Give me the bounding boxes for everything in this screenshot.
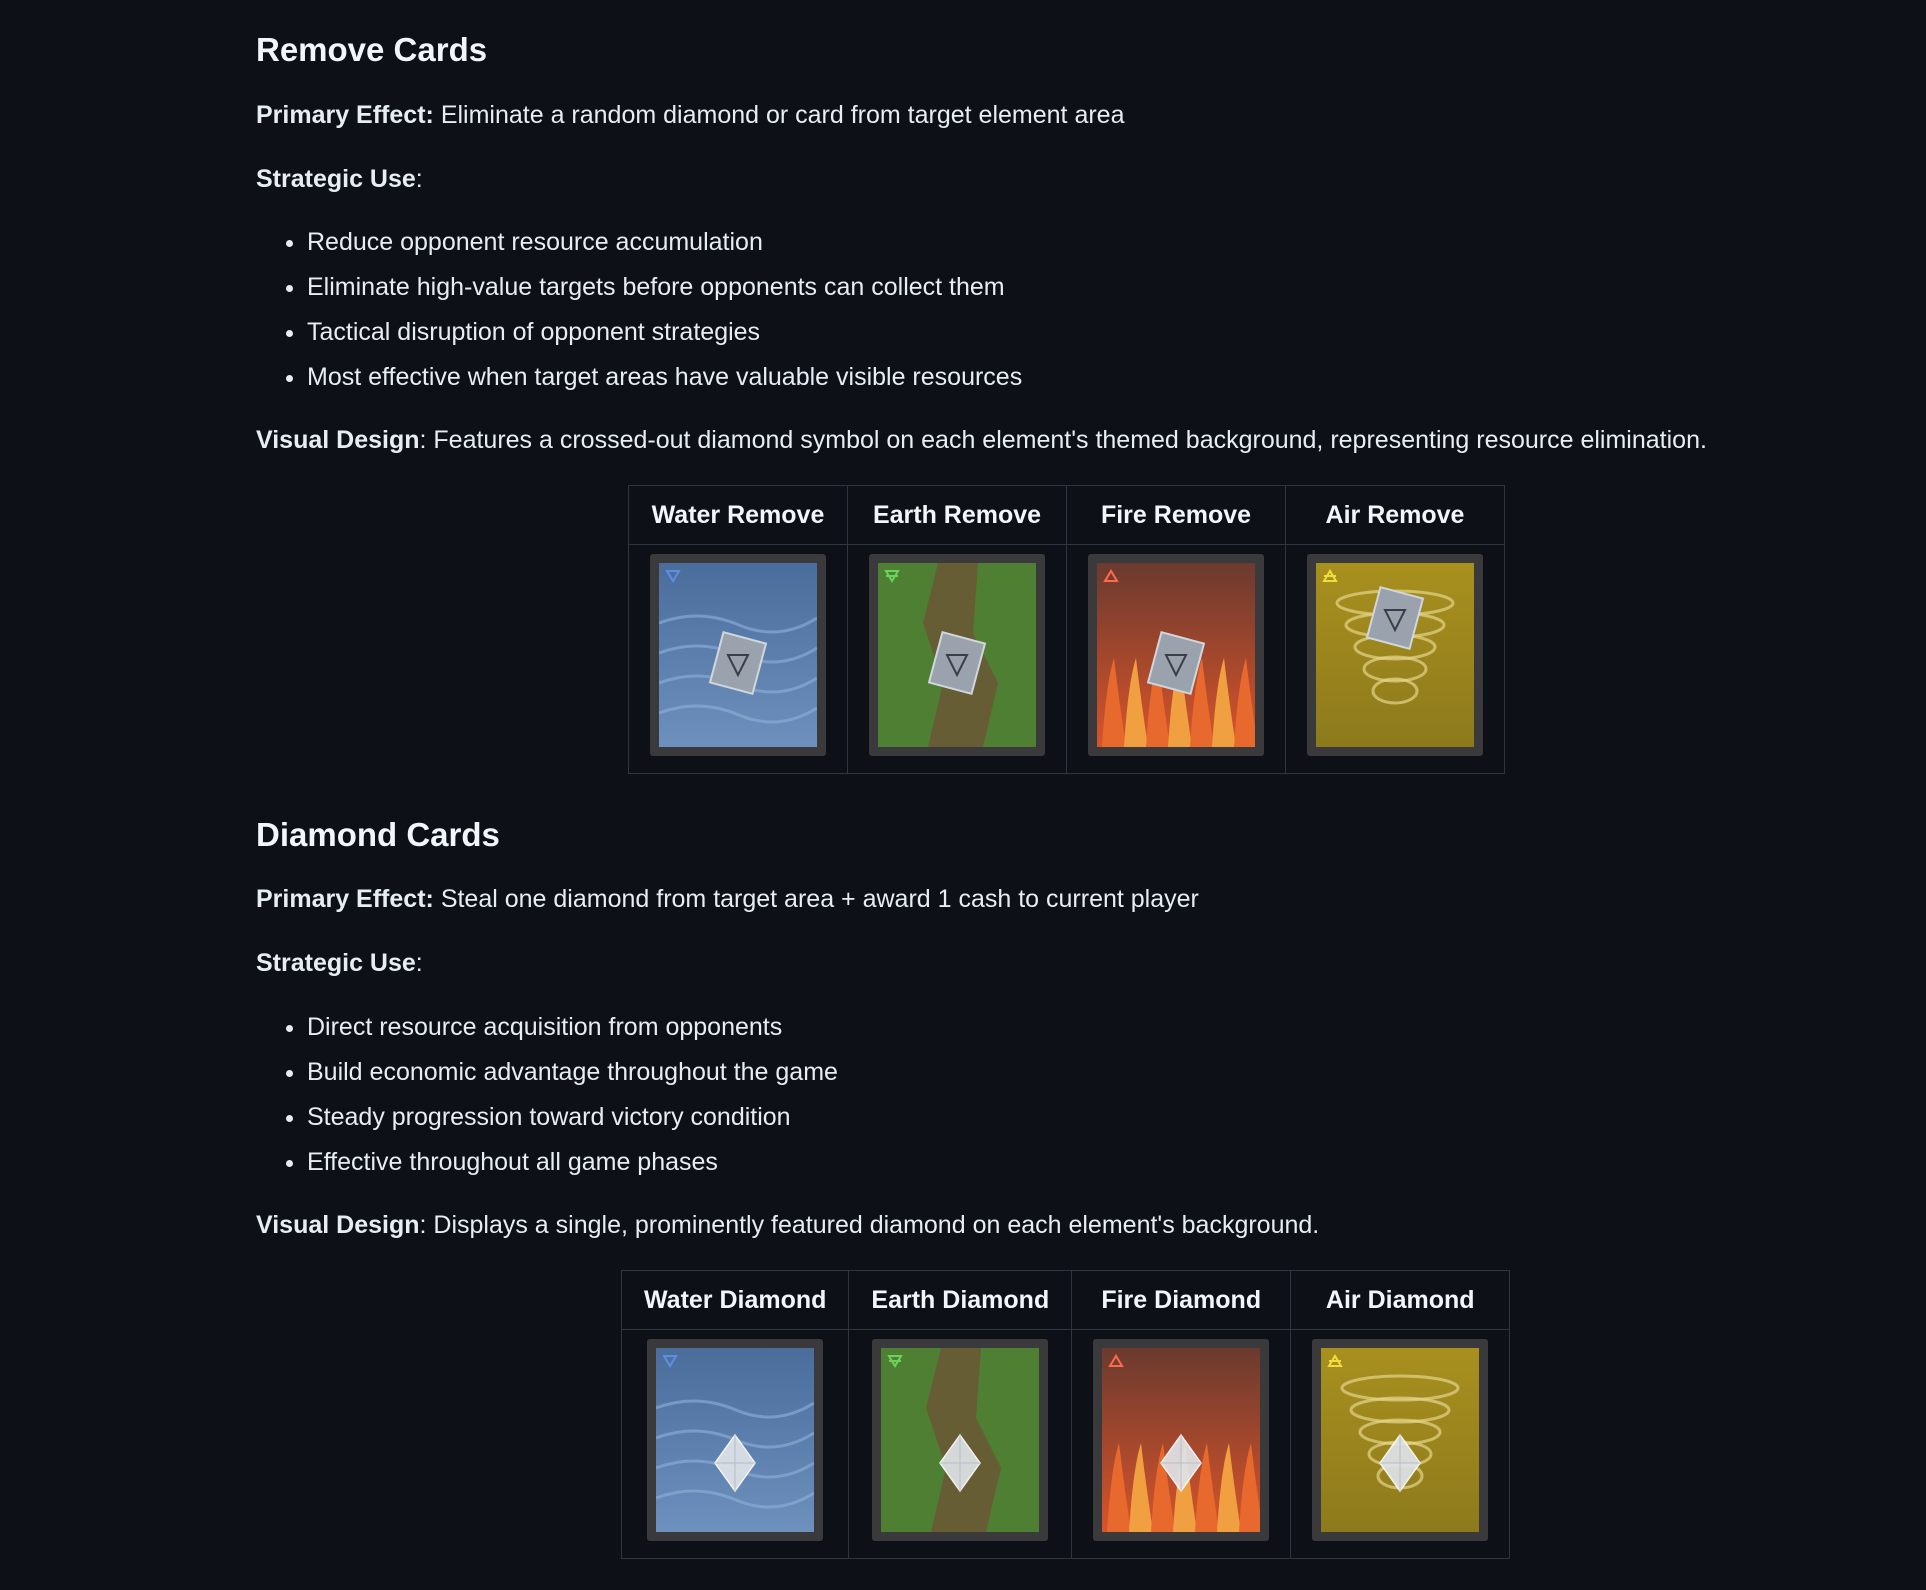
section-title: Remove Cards xyxy=(256,31,488,68)
table-cell xyxy=(629,545,848,774)
visual-design-text: : Features a crossed-out diamond symbol on each element's themed background, representing resource elimination. xyxy=(419,426,1707,454)
primary-effect xyxy=(256,882,1199,916)
column-header: Water Remove xyxy=(629,486,848,545)
air-card-art xyxy=(1321,1348,1479,1532)
fire-card-art xyxy=(1102,1348,1260,1532)
list-item: • Steady progression toward victory condition xyxy=(307,1100,838,1134)
primary-effect-text: Steal one diamond from target area + award 1 cash to current player xyxy=(440,885,1199,913)
table-header-row xyxy=(629,486,1505,545)
table-cell xyxy=(1291,1330,1510,1559)
list-item: • Reduce opponent resource accumulation xyxy=(307,225,1022,259)
earth-card-art xyxy=(878,563,1036,747)
column-header: Water Diamond xyxy=(622,1271,849,1330)
column-header: Fire Diamond xyxy=(1072,1271,1291,1330)
primary-effect xyxy=(256,98,1124,132)
diamond-cards-table-wrap xyxy=(621,1270,1510,1559)
strategic-use-list xyxy=(256,225,1022,394)
colon: : xyxy=(415,165,423,193)
fire-card-art xyxy=(1097,563,1255,747)
list-item: • Most effective when target areas have valuable visible resources xyxy=(307,360,1022,394)
primary-effect-text: Eliminate a random diamond or card from target element area xyxy=(440,101,1125,129)
visual-design xyxy=(256,1208,1319,1242)
air-card-art xyxy=(1316,563,1474,747)
water-remove-card xyxy=(650,554,826,756)
table-header-row xyxy=(622,1271,1510,1330)
colon: : xyxy=(415,949,423,977)
water-diamond-card xyxy=(647,1339,823,1541)
remove-cards-table xyxy=(628,485,1505,774)
earth-card-art xyxy=(881,1348,1039,1532)
visual-design-label: Visual Design xyxy=(256,1211,420,1239)
water-card-art xyxy=(656,1348,814,1532)
table-cell xyxy=(622,1330,849,1559)
diamond-cards-table xyxy=(621,1270,1510,1559)
list-item: • Eliminate high-value targets before opponents can collect them xyxy=(307,270,1022,304)
column-header: Earth Remove xyxy=(848,486,1067,545)
column-header: Air Diamond xyxy=(1291,1271,1510,1330)
strategic-use-heading xyxy=(256,946,423,980)
list-item: • Build economic advantage throughout the game xyxy=(307,1055,838,1089)
water-card-art xyxy=(659,563,817,747)
table-cell xyxy=(848,545,1067,774)
air-remove-card xyxy=(1307,554,1483,756)
primary-effect-label: Primary Effect: xyxy=(256,885,434,913)
list-item: • Effective throughout all game phases xyxy=(307,1145,838,1179)
primary-effect-label: Primary Effect: xyxy=(256,101,434,129)
strategic-use-heading xyxy=(256,162,423,196)
table-cell xyxy=(1286,545,1505,774)
air-diamond-card xyxy=(1312,1339,1488,1541)
earth-diamond-card xyxy=(872,1339,1048,1541)
strategic-use-label: Strategic Use xyxy=(256,165,416,193)
table-row xyxy=(622,1330,1510,1559)
table-row xyxy=(629,545,1505,774)
table-cell xyxy=(1072,1330,1291,1559)
column-header: Earth Diamond xyxy=(849,1271,1072,1330)
table-cell xyxy=(849,1330,1072,1559)
column-header: Air Remove xyxy=(1286,486,1505,545)
strategic-use-label: Strategic Use xyxy=(256,949,416,977)
earth-remove-card xyxy=(869,554,1045,756)
table-cell xyxy=(1067,545,1286,774)
column-header: Fire Remove xyxy=(1067,486,1286,545)
visual-design xyxy=(256,423,1707,457)
strategic-use-list xyxy=(256,1010,838,1179)
visual-design-label: Visual Design xyxy=(256,426,420,454)
list-item: • Tactical disruption of opponent strategies xyxy=(307,315,1022,349)
section-title: Diamond Cards xyxy=(256,816,500,853)
list-item: • Direct resource acquisition from opponents xyxy=(307,1010,838,1044)
visual-design-text: : Displays a single, prominently featured diamond on each element's background. xyxy=(419,1211,1320,1239)
fire-diamond-card xyxy=(1093,1339,1269,1541)
fire-remove-card xyxy=(1088,554,1264,756)
remove-cards-table-wrap xyxy=(628,485,1505,774)
